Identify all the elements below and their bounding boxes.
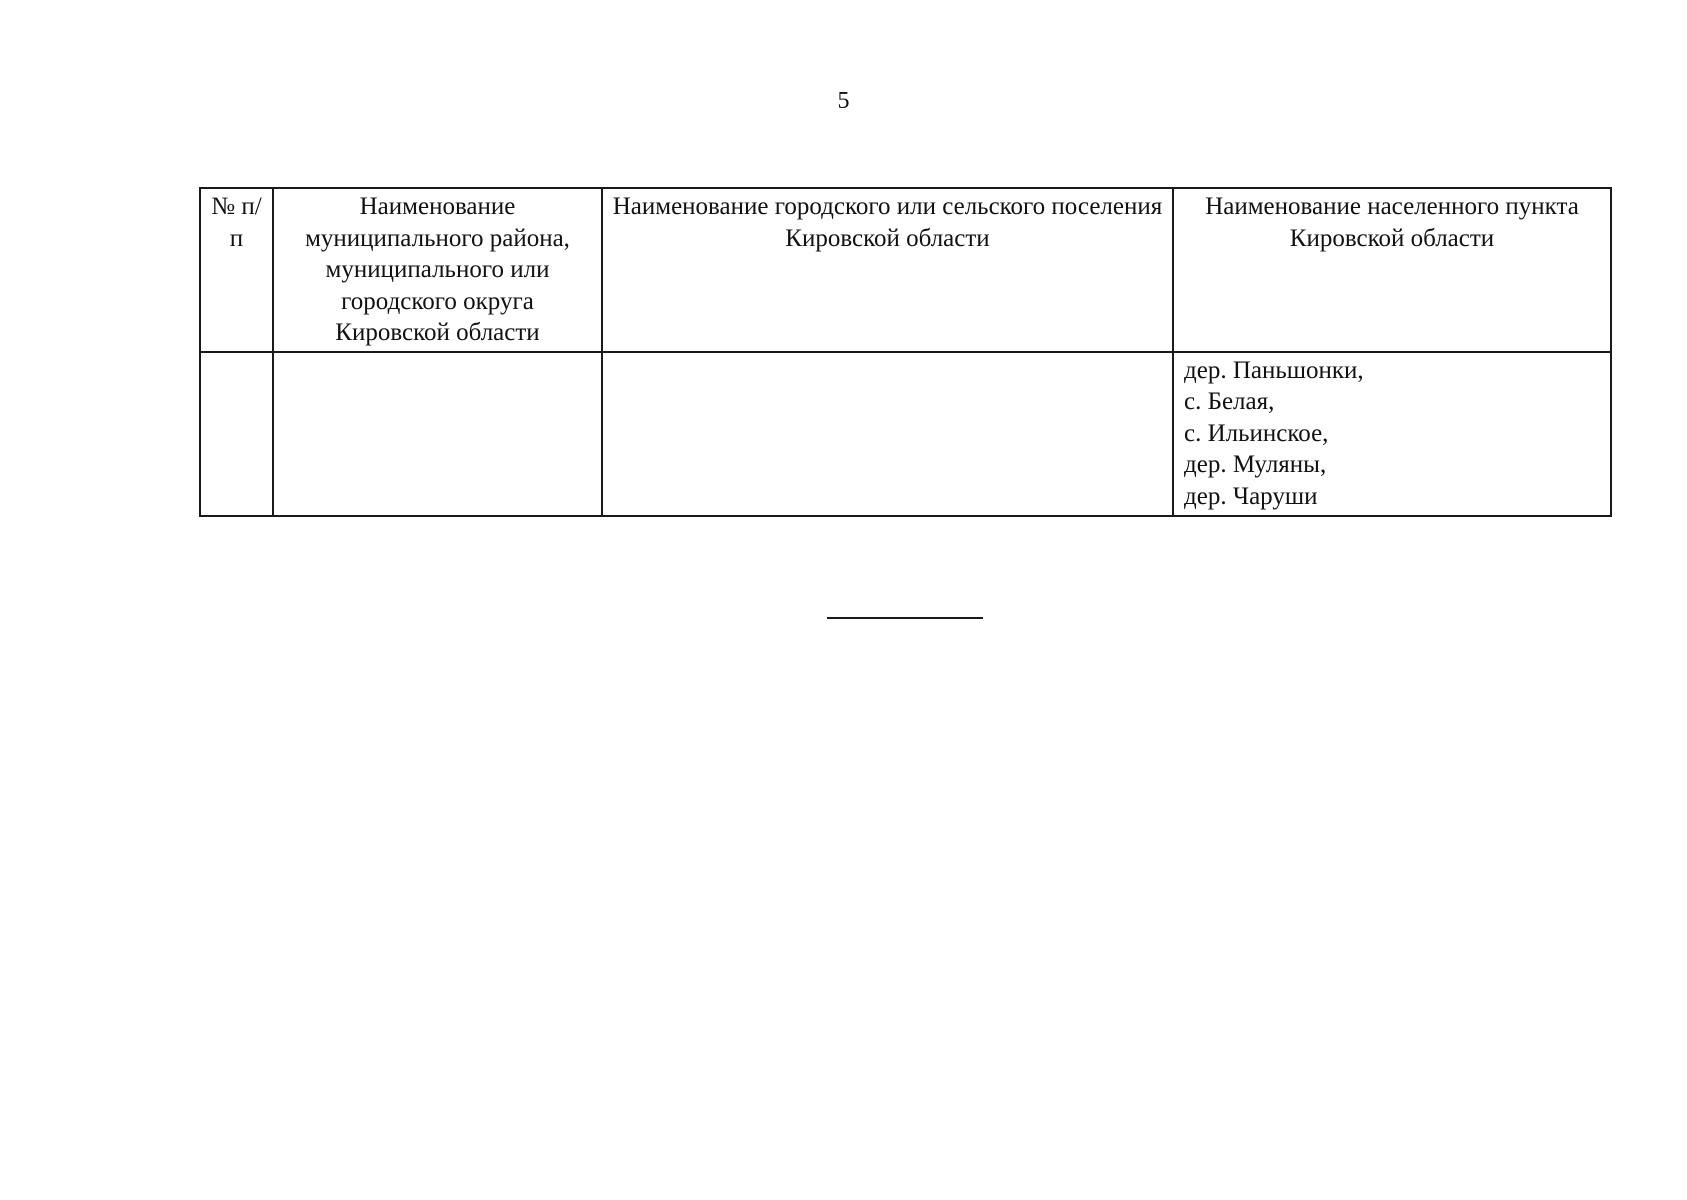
settlements-table: [199, 187, 1612, 517]
cell-settlement: [602, 352, 1173, 516]
header-locality: Наименование населенного пункта Кировской области: [1173, 188, 1611, 352]
locality-item: с. Ильинское,: [1184, 419, 1329, 447]
header-number: № п/п: [200, 188, 273, 352]
table-row: [200, 352, 1611, 516]
locality-item: с. Белая,: [1184, 388, 1275, 415]
table-body: [200, 352, 1611, 516]
header-district: Наименование муниципального района, муниципального или городского округа Кировской области: [273, 188, 602, 352]
header-settlement: Наименование городского или сельского поселения Кировской области: [602, 188, 1173, 352]
locality-item: дер. Муляны,: [1184, 451, 1327, 478]
page-number: 5: [837, 88, 850, 114]
end-of-document-rule: [827, 617, 983, 619]
cell-district: [273, 352, 602, 516]
cell-localities: [1173, 352, 1611, 516]
table-header: [200, 188, 1611, 352]
cell-number: [200, 352, 273, 516]
locality-item: дер. Чаруши: [1184, 482, 1318, 510]
locality-item: дер. Паньшонки,: [1184, 356, 1364, 384]
table-header-row: [200, 188, 1611, 352]
